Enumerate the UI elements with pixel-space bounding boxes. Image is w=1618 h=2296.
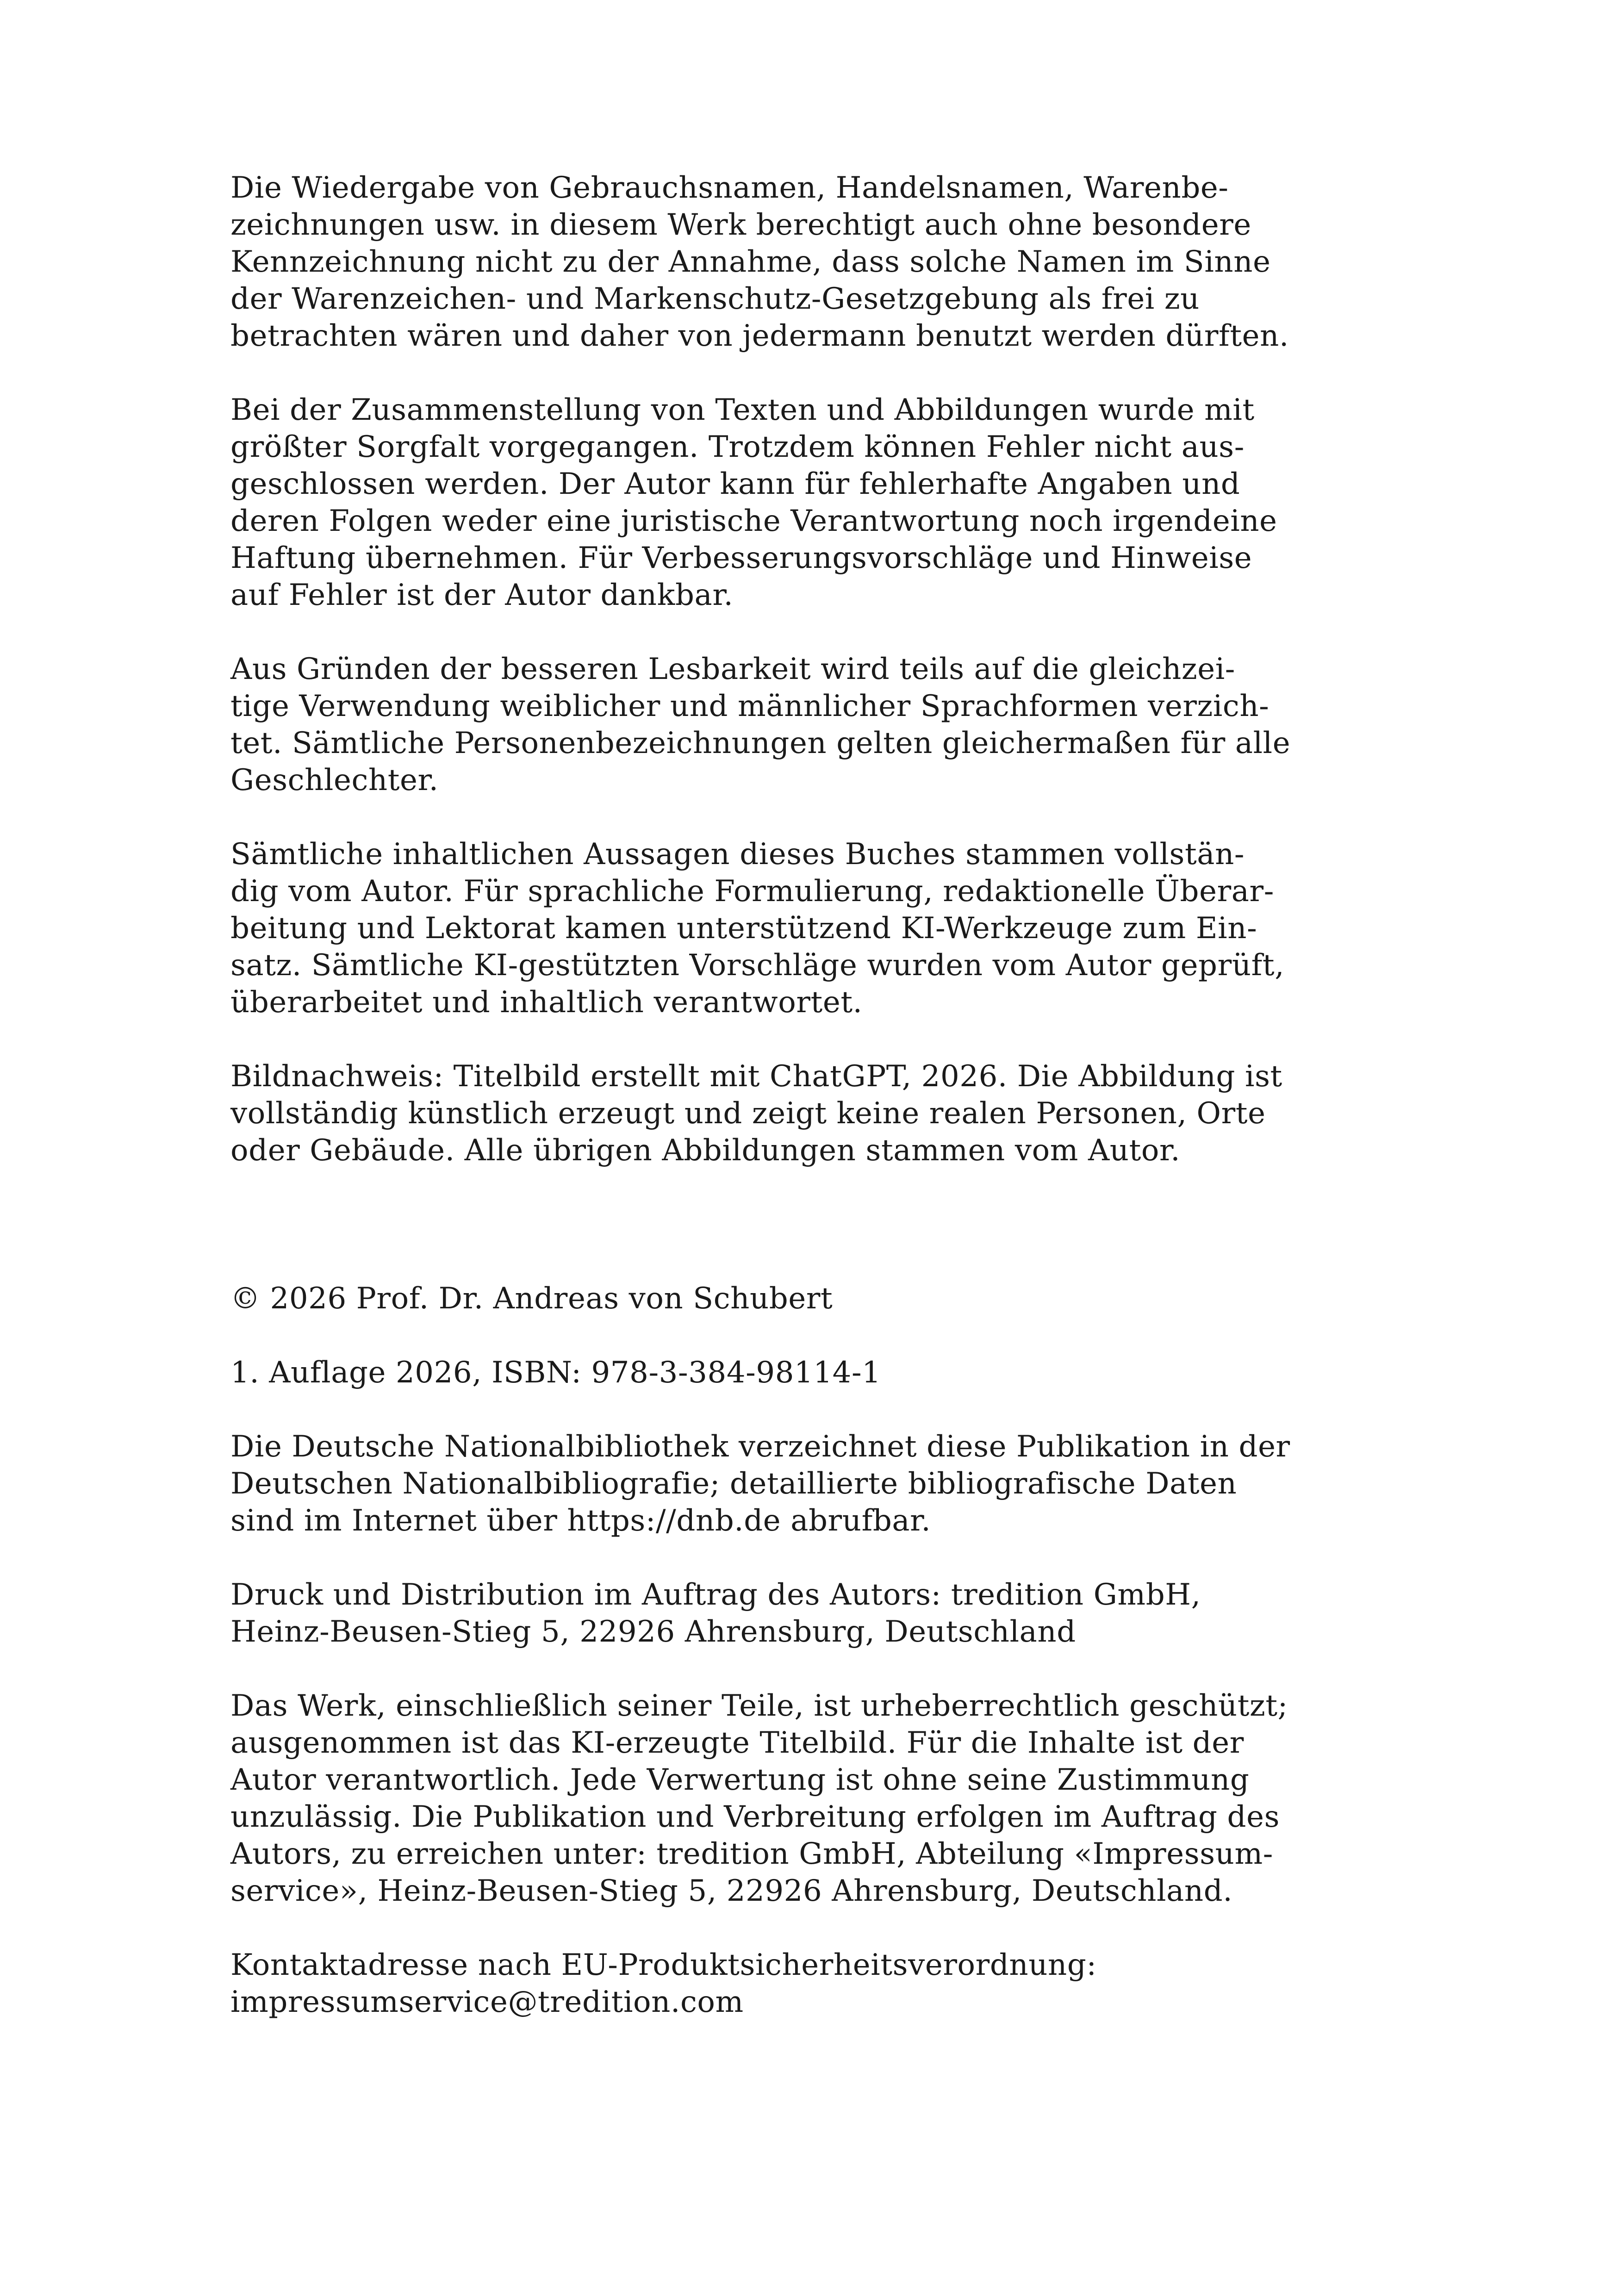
distribution-paragraph (230, 1576, 1201, 1650)
text-line: Deutschen Nationalbibliografie; detaillierte bibliografische Daten (230, 1467, 1237, 1501)
text-line: dig vom Autor. Für sprachliche Formulierung, redaktionelle Überar- (230, 874, 1274, 908)
text-line: Das Werk, einschließlich seiner Teile, ist urheberrechtlich geschützt; (230, 1689, 1288, 1723)
text-line: Geschlechter. (230, 763, 439, 797)
text-line: Bei der Zusammenstellung von Texten und Abbildungen wurde mit (230, 393, 1255, 427)
text-line: Heinz-Beusen-Stieg 5, 22926 Ahrensburg, Deutschland (230, 1615, 1076, 1649)
text-line: Autor verantwortlich. Jede Verwertung ist ohne seine Zustimmung (230, 1763, 1250, 1797)
text-line: betrachten wären und daher von jedermann benutzt werden dürften. (230, 319, 1289, 353)
text-line: satz. Sämtliche KI-gestützten Vorschläge wurden vom Autor geprüft, (230, 948, 1285, 983)
text-line: zeichnungen usw. in diesem Werk berechtigt auch ohne besondere (230, 208, 1251, 242)
text-line: ausgenommen ist das KI-erzeugte Titelbild. Für die Inhalte ist der (230, 1726, 1244, 1760)
text-line: tige Verwendung weiblicher und männlicher Sprachformen verzich- (230, 689, 1270, 723)
edition-isbn-line (230, 1354, 1182, 1391)
copyright-line (230, 1280, 1182, 1317)
text-line: tet. Sämtliche Personenbezeichnungen gelten gleichermaßen für alle (230, 726, 1291, 760)
text-line: überarbeitet und inhaltlich verantwortet. (230, 985, 863, 1020)
ai-tools-paragraph (230, 836, 1285, 1021)
text-line: Druck und Distribution im Auftrag des Autors: tredition GmbH, (230, 1578, 1201, 1612)
text-line: Die Wiedergabe von Gebrauchsnamen, Handelsnamen, Warenbe- (230, 171, 1229, 205)
text-line: Autors, zu erreichen unter: tredition GmbH, Abteilung «Impressum- (230, 1837, 1273, 1871)
text-line: Kontaktadresse nach EU-Produktsicherheitsverordnung: (230, 1948, 1097, 1982)
text-line: Sämtliche inhaltlichen Aussagen dieses Buches stammen vollstän- (230, 837, 1245, 871)
text-line: Die Deutsche Nationalbibliothek verzeichnet diese Publikation in der (230, 1430, 1290, 1464)
text-line: sind im Internet über https://dnb.de abrufbar. (230, 1504, 931, 1538)
text-line: Haftung übernehmen. Für Verbesserungsvorschläge und Hinweise (230, 541, 1252, 575)
text-line: Aus Gründen der besseren Lesbarkeit wird teils auf die gleichzei- (230, 652, 1235, 686)
rights-paragraph (230, 1687, 1288, 1910)
text-line: Kennzeichnung nicht zu der Annahme, dass solche Namen im Sinne (230, 245, 1271, 279)
contact-email: impressumservice@tredition.com (230, 1985, 744, 2019)
text-line: vollständig künstlich erzeugt und zeigt keine realen Personen, Orte (230, 1096, 1266, 1131)
text-line: größter Sorgfalt vorgegangen. Trotzdem können Fehler nicht aus- (230, 430, 1245, 464)
text-line: 1. Auflage 2026, ISBN: 978-3-384-98114-1 (230, 1356, 881, 1390)
text-line: oder Gebäude. Alle übrigen Abbildungen stammen vom Autor. (230, 1133, 1181, 1168)
text-line: beitung und Lektorat kamen unterstützend KI-Werkzeuge zum Ein- (230, 911, 1257, 946)
text-line: der Warenzeichen- und Markenschutz-Gesetzgebung als frei zu (230, 282, 1200, 316)
text-line: unzulässig. Die Publikation und Verbreitung erfolgen im Auftrag des (230, 1800, 1280, 1834)
trademark-notice-paragraph (230, 169, 1289, 355)
text-line: © 2026 Prof. Dr. Andreas von Schubert (230, 1282, 833, 1316)
text-line: auf Fehler ist der Autor dankbar. (230, 578, 734, 612)
text-line: geschlossen werden. Der Autor kann für fehlerhafte Angaben und (230, 467, 1240, 501)
text-line: service», Heinz-Beusen-Stieg 5, 22926 Ahrensburg, Deutschland. (230, 1874, 1233, 1908)
contact-paragraph (230, 1947, 1182, 2021)
image-credits-paragraph (230, 1058, 1282, 1169)
text-line: Bildnachweis: Titelbild erstellt mit ChatGPT, 2026. Die Abbildung ist (230, 1059, 1282, 1094)
text-line: deren Folgen weder eine juristische Verantwortung noch irgendeine (230, 504, 1277, 538)
dnb-notice-paragraph (230, 1428, 1290, 1539)
gender-language-paragraph (230, 651, 1291, 799)
liability-disclaimer-paragraph (230, 392, 1277, 614)
